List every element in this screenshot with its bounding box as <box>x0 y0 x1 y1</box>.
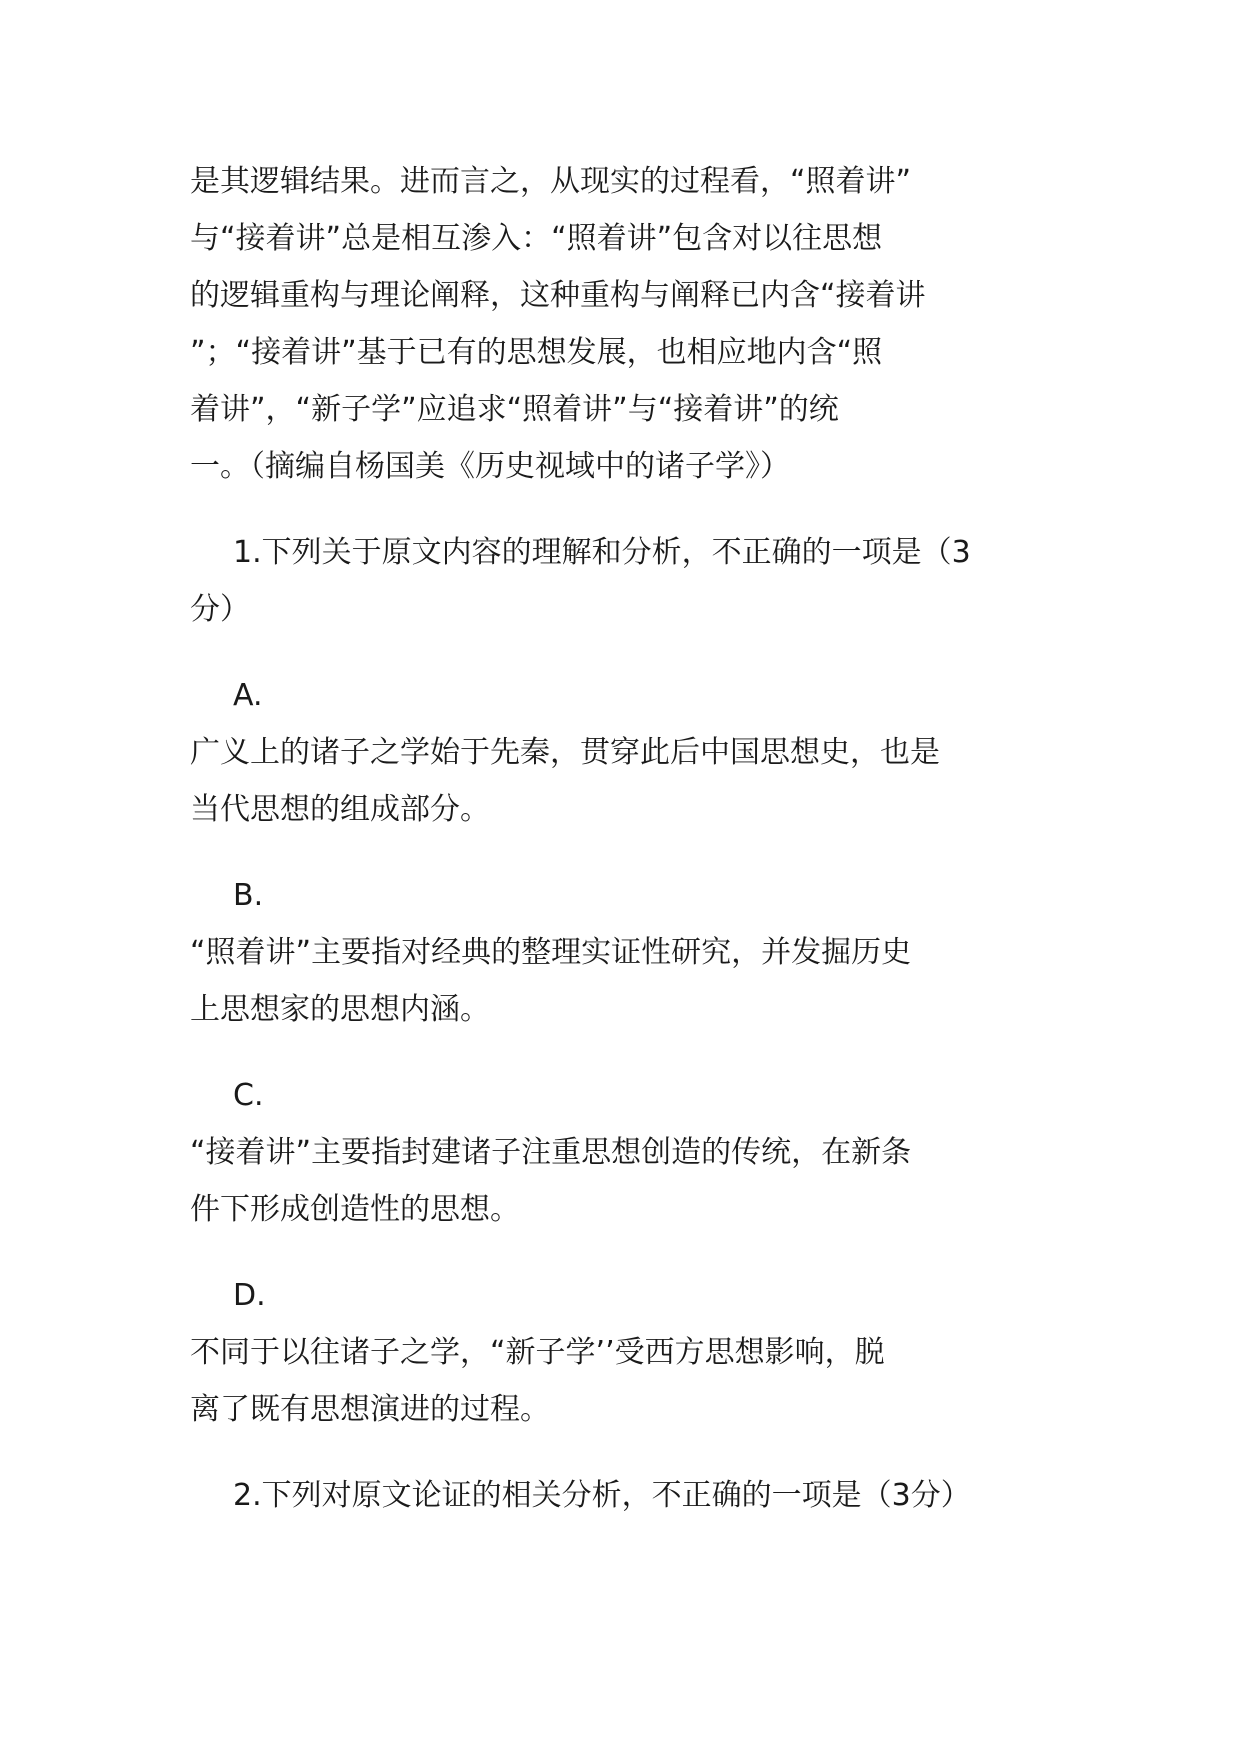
passage-line: 与“接着讲”总是相互渗入：“照着讲”包含对以往思想 <box>190 221 883 256</box>
passage-line: 是其逻辑结果。进而言之，从现实的过程看，“照着讲” <box>190 164 912 199</box>
question-2-stem: 2.下列对原文论证的相关分析，不正确的一项是（3分） <box>233 1478 971 1513</box>
passage-line: ”；“接着讲”基于已有的思想发展，也相应地内含“照 <box>190 335 883 370</box>
passage-line: 的逻辑重构与理论阐释，这种重构与阐释已内含“接着讲 <box>190 278 926 313</box>
option-b-label: B. <box>233 878 264 913</box>
question-1-stem: 1.下列关于原文内容的理解和分析，不正确的一项是（3 <box>233 535 971 570</box>
option-d-text: 离了既有思想演进的过程。 <box>190 1392 550 1427</box>
passage-line: 着讲”，“新子学”应追求“照着讲”与“接着讲”的统 <box>190 392 839 427</box>
option-a-label: A. <box>233 678 263 713</box>
option-d-text: 不同于以往诸子之学，“新子学’’受西方思想影响，脱 <box>190 1335 885 1370</box>
option-a-text: 当代思想的组成部分。 <box>190 792 490 827</box>
option-c-text: 件下形成创造性的思想。 <box>190 1192 520 1227</box>
option-c-text: “接着讲”主要指封建诸子注重思想创造的传统，在新条 <box>190 1135 912 1170</box>
option-d-label: D. <box>233 1278 266 1313</box>
option-c-label: C. <box>233 1078 264 1113</box>
option-b-text: 上思想家的思想内涵。 <box>190 992 490 1027</box>
passage-source-line: 一。（摘编自杨国美《历史视域中的诸子学》） <box>190 449 790 484</box>
option-b-text: “照着讲”主要指对经典的整理实证性研究，并发掘历史 <box>190 935 912 970</box>
option-a-text: 广义上的诸子之学始于先秦，贯穿此后中国思想史，也是 <box>190 735 940 770</box>
question-1-stem-cont: 分） <box>190 592 250 627</box>
